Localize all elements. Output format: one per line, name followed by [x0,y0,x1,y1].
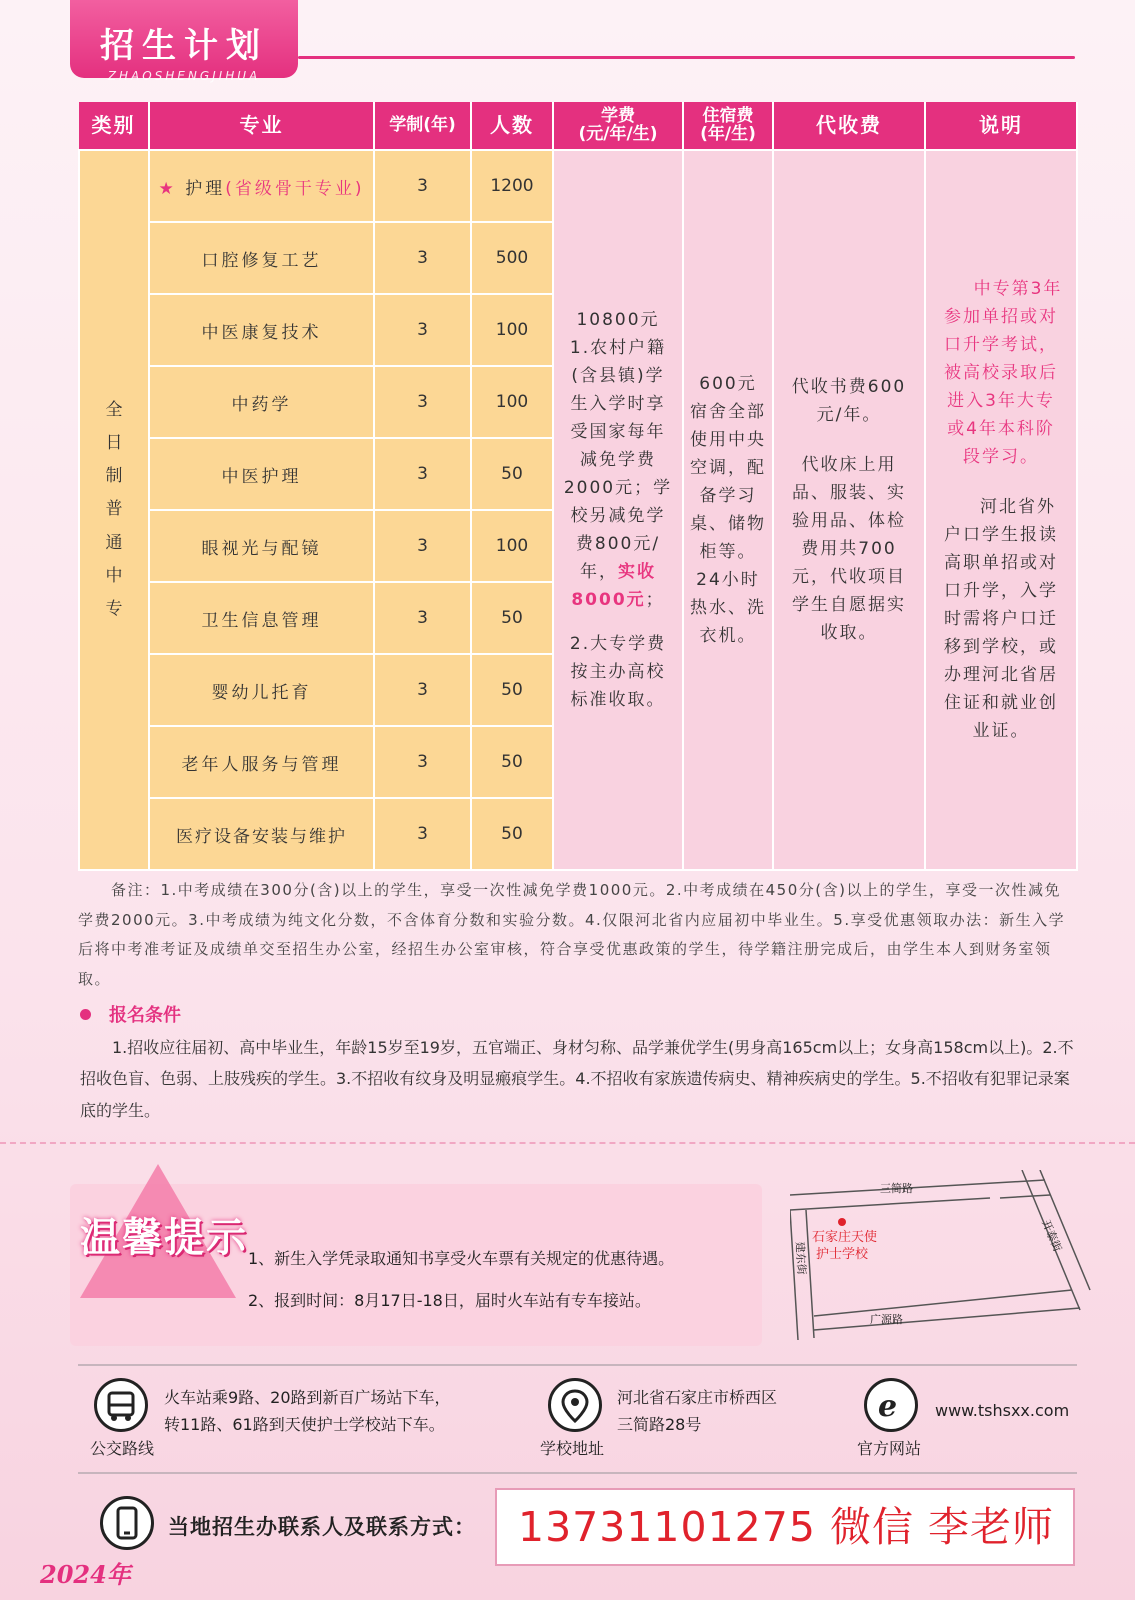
page-title: 招生计划 [100,26,268,66]
map-school-label-1: 石家庄天使 [812,1229,878,1244]
contact-label: 当地招生办联系人及联系方式： [168,1515,476,1539]
title-rule [298,56,1075,59]
divider-bottom [78,1472,1077,1474]
explain-cell: 中专第3年参加单招或对口升学考试，被高校录取后进入3年大专或4年本科阶段学习。 河北省外户口学生报读高职单招或对口升学，入学时需将户口迁移到学校，或办理河北省居住证和就业创业证。 [925,150,1077,870]
map-road-sanjian: 三简路 [880,1183,913,1195]
table-row [79,150,1077,222]
map-road-kaitai: 开泰街 [1039,1218,1064,1254]
table-row: 中药学 3 100 [79,366,1077,438]
browser-e-icon [864,1378,918,1432]
year-mark: 2024年 [40,1560,131,1589]
location-map [790,1170,1100,1345]
location-pin-icon [548,1378,602,1432]
star-icon: ★ [158,178,186,199]
table-row: 口腔修复工艺 3 500 [79,222,1077,294]
table-header-row [79,102,1077,150]
header-major: 专业 [149,102,374,150]
remarks: 备注：1.中考成绩在300分(含)以上的学生，享受一次性减免学费1000元。2.中考成绩在450分(含)以上的学生，享受一次性减免学费2000元。3.中考成绩为纯文化分数，不含体育分数和实验分数。4.仅限河北省内应届初中毕业生。5.享受优惠领取办法：新生入学后将中考准考证及成绩单交至招生办公室，经招生办公室审核，符合享受优惠政策的学生，待学籍注册完成后，由学生本人到财务室领取。 [78,881,1066,988]
contact-phone: 13731101275 微信 李老师 [518,1503,1055,1551]
tips-list [248,1238,674,1321]
dashed-divider [0,1142,1135,1144]
dorm-cell: 600元 宿舍全部使用中央空调，配备学习桌、储物柜等。24小时热水、洗衣机。 [683,150,773,870]
enrollment-table [78,102,1078,871]
tips-title: 温馨提示 [80,1215,248,1261]
header-years: 学制(年) [374,102,471,150]
requirements-heading: 报名条件 [80,1001,181,1027]
table-row: 婴幼儿托育 3 50 [79,654,1077,726]
major-cell: ★ 护理(省级骨干专业) [149,150,374,222]
header-agency: 代收费 [773,102,925,150]
website-link[interactable]: www.tshsxx.com [935,1401,1070,1420]
map-school-label-2: 护士学校 [816,1246,869,1261]
school-location-icon [838,1218,846,1226]
bus-icon [94,1378,148,1432]
section-title-tab [70,0,298,83]
table-row: 卫生信息管理 3 50 [79,582,1077,654]
address-text: 河北省石家庄市桥西区 三简路28号 [617,1388,778,1435]
category-text: 全日制普通中专 [105,400,123,619]
requirements-text: 1.招收应往届初、高中毕业生，年龄15岁至19岁，五官端正、身材匀称、品学兼优学生(男身高165cm以上；女身高158cm以上)。2.不招收色盲、色弱、上肢残疾的学生。3.不招收有纹身及明显瘢痕学生。4.不招收有家族遗传病史、精神疾病史的学生。5.不招收有犯罪记录案底的学生。 [80,1038,1074,1120]
address-caption: 学校地址 [540,1439,605,1458]
header-count: 人数 [471,102,553,150]
bus-caption: 公交路线 [90,1439,155,1458]
phone-icon [100,1496,154,1550]
header-explain: 说明 [925,102,1077,150]
divider-top [78,1364,1077,1366]
map-road-jiandong: 建东街 [793,1241,808,1276]
tuition-cell: 10800元 1.农村户籍(含县镇)学生入学时享受国家每年减免学费2000元；学校另减免学费800元/年，实收8000元； 2.大专学费按主办高校标准收取。 [553,150,683,870]
tip-item: 2、报到时间：8月17日-18日，届时火车站有专车接站。 [248,1290,651,1310]
header-tuition: 学费 (元/年/生) [553,102,683,150]
header-category: 类别 [79,102,149,150]
website-caption: 官方网站 [857,1439,922,1458]
agency-fee-cell: 代收书费600元/年。 代收床上用品、服装、实验用品、体检费用共700元，代收项目学生自愿据实收取。 [773,150,925,870]
header-dorm: 住宿费 (年/生) [683,102,773,150]
category-cell [79,150,149,870]
page-subtitle: ZHAOSHENGJIHUA [107,69,261,83]
table-row: 老年人服务与管理 3 50 [79,726,1077,798]
svg-text:e: e [878,1389,898,1424]
tip-item: 1、新生入学凭录取通知书享受火车票有关规定的优惠待遇。 [248,1249,675,1268]
table-row: 中医护理 3 50 [79,438,1077,510]
bullet-dot-icon [80,1009,91,1020]
table-row: 医疗设备安装与维护 3 50 [79,798,1077,870]
count-cell: 1200 [471,150,553,222]
years-cell: 3 [374,150,471,222]
table-row: 眼视光与配镜 3 100 [79,510,1077,582]
map-road-guangyuan: 广源路 [870,1314,903,1326]
bus-route-text: 火车站乘9路、20路到新百广场站下车， 转11路、61路到天使护士学校站下车。 [164,1388,451,1435]
table-row: 中医康复技术 3 100 [79,294,1077,366]
